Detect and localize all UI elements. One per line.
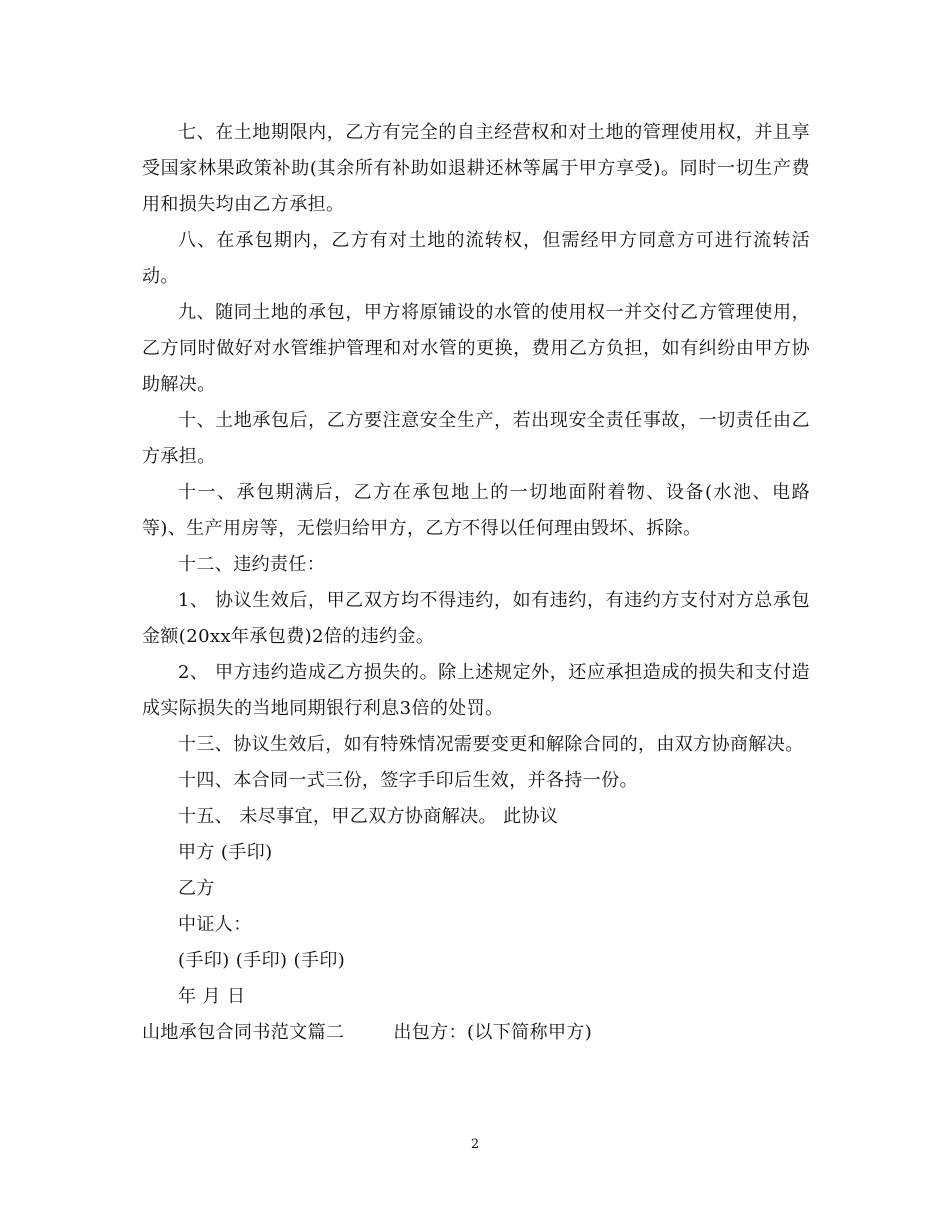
party-a-signature: 甲方 (手印): [178, 842, 273, 863]
clause-12-heading: 十二、违约责任：: [178, 554, 326, 575]
next-section-heading: 山地承包合同书范文篇二 出包方：(以下简称甲方): [142, 1022, 593, 1043]
page-number: 2: [470, 1137, 480, 1152]
clause-14: 十四、本合同一式三份，签字手印后生效，并各持一份。: [178, 770, 638, 791]
clause-12-item-1: 1、 协议生效后，甲乙双方均不得违约，如有违约，有违约方支付对方总承包金额(20xx年承包费)2倍的违约金。: [142, 590, 810, 647]
handprint-line: (手印) (手印) (手印): [178, 950, 346, 971]
clause-11: 十一、承包期满后，乙方在承包地上的一切地面附着物、设备(水池、电路等)、生产用房等，无偿归给甲方，乙方不得以任何理由毁坏、拆除。: [142, 482, 810, 539]
clause-10: 十、土地承包后，乙方要注意安全生产，若出现安全责任事故，一切责任由乙方承担。: [142, 410, 810, 467]
clause-8: 八、在承包期内，乙方有对土地的流转权，但需经甲方同意方可进行流转活动。: [142, 230, 810, 287]
clause-12-item-2: 2、 甲方违约造成乙方损失的。除上述规定外，还应承担造成的损失和支付造成实际损失的当地同期银行利息3倍的处罚。: [142, 662, 810, 719]
party-b-signature: 乙方: [178, 878, 215, 899]
clause-9: 九、随同土地的承包，甲方将原铺设的水管的使用权一并交付乙方管理使用，乙方同时做好对水管维护管理和对水管的更换，费用乙方负担，如有纠纷由甲方协助解决。: [142, 302, 810, 395]
date-line: 年 月 日: [178, 986, 246, 1007]
clause-13: 十三、协议生效后，如有特殊情况需要变更和解除合同的，由双方协商解决。: [178, 734, 804, 755]
clause-7: 七、在土地期限内，乙方有完全的自主经营权和对土地的管理使用权，并且享受国家林果政策补助(其余所有补助如退耕还林等属于甲方享受)。同时一切生产费用和损失均由乙方承担。: [142, 122, 810, 215]
document-body: [142, 115, 810, 1051]
witness-label: 中证人：: [178, 914, 252, 935]
clause-15: 十五、 未尽事宜，甲乙双方协商解决。 此协议: [178, 806, 559, 827]
